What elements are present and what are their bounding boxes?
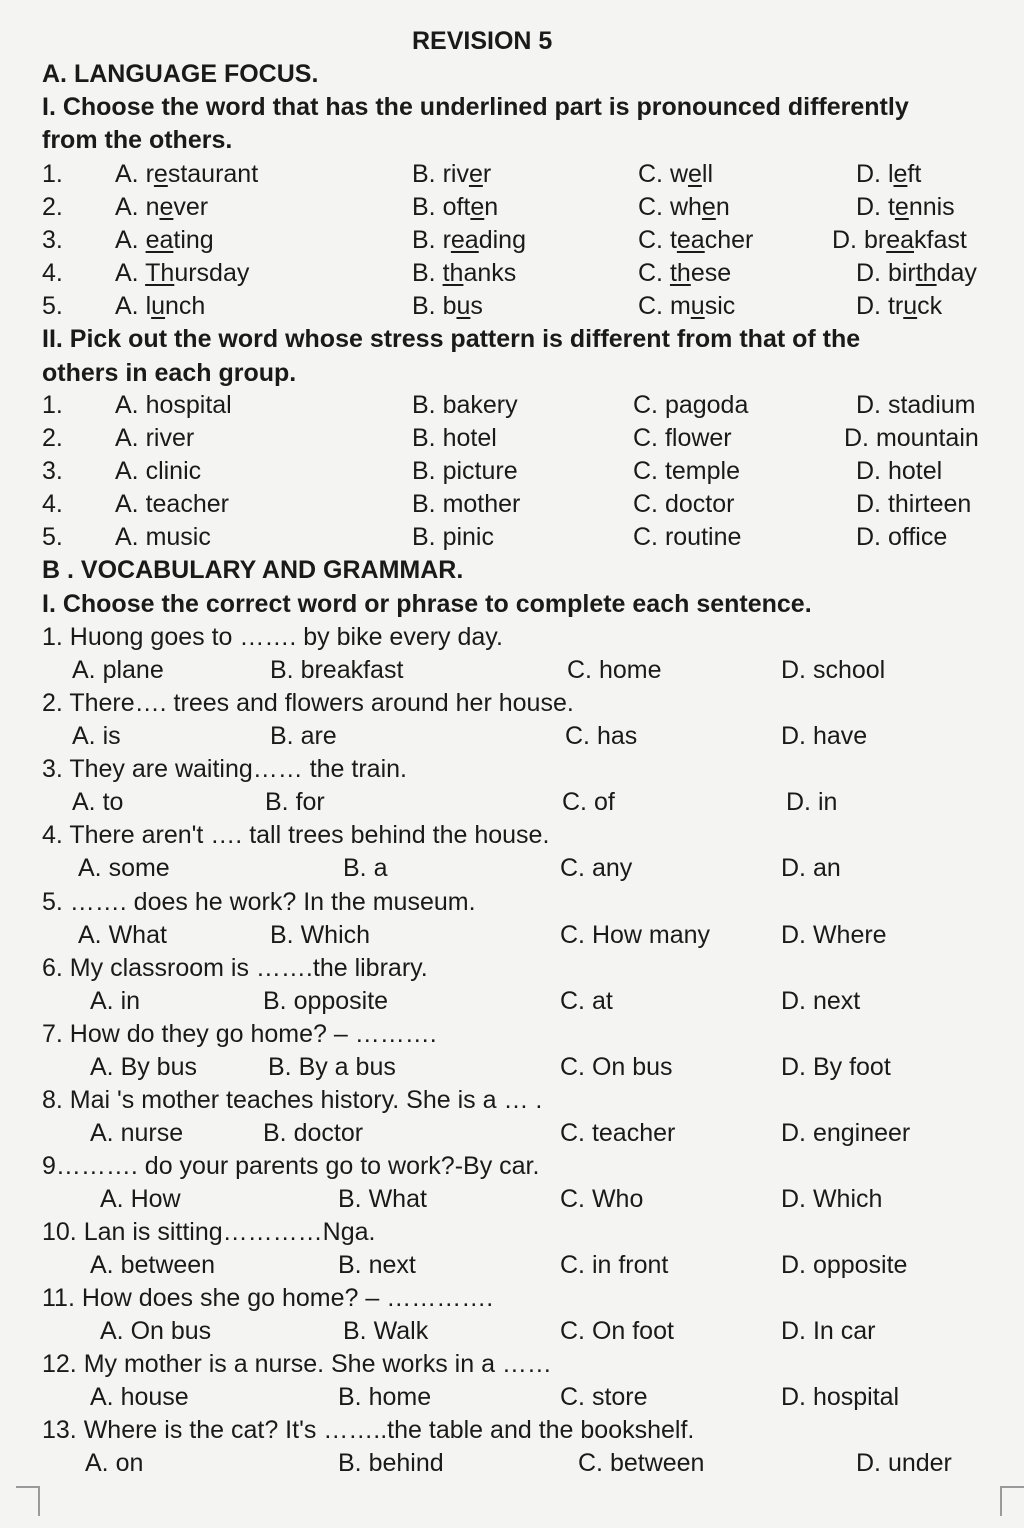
option-b[interactable]: B. home	[338, 1383, 432, 1411]
question-number: 4.	[42, 259, 63, 287]
question-text: 4. There aren't …. tall trees behind the house.	[42, 821, 550, 849]
question-text: 5. ……. does he work? In the museum.	[42, 888, 476, 916]
question-line	[0, 621, 1024, 654]
answer-row	[0, 1051, 1024, 1084]
option-a[interactable]: A. Thursday	[115, 259, 250, 287]
question-text: 3. They are waiting…… the train.	[42, 755, 407, 783]
stress-row	[0, 455, 1024, 488]
option-a[interactable]: A. restaurant	[115, 160, 259, 188]
question-number: 3.	[42, 457, 63, 485]
question-text: 8. Mai 's mother teaches history. She is a … .	[42, 1086, 543, 1114]
part1-instruction-line-2	[0, 124, 1024, 157]
question-line	[0, 753, 1024, 786]
option-a[interactable]: A. clinic	[115, 457, 202, 485]
option-b[interactable]: B. By a bus	[268, 1053, 396, 1081]
question-text: 10. Lan is sitting…………Nga.	[42, 1218, 376, 1246]
question-line	[0, 1282, 1024, 1315]
option-b[interactable]: B. bus	[412, 292, 483, 320]
option-d[interactable]: D. hotel	[856, 457, 943, 485]
question-text: 7. How do they go home? – ……….	[42, 1020, 437, 1048]
question-number: 5.	[42, 523, 63, 551]
option-d[interactable]: D. Which	[781, 1185, 883, 1213]
page-corner-mark-right	[1000, 1486, 1024, 1516]
option-d[interactable]: D. have	[781, 722, 868, 750]
answer-row	[0, 1183, 1024, 1216]
option-b[interactable]: B. are	[270, 722, 337, 750]
question-number: 5.	[42, 292, 63, 320]
part1-instruction-line	[0, 91, 1024, 124]
option-a[interactable]: A. hospital	[115, 391, 232, 419]
option-d[interactable]: D. Where	[781, 921, 887, 949]
option-c[interactable]: C. music	[638, 292, 736, 320]
option-c[interactable]: C. when	[638, 193, 730, 221]
question-number: 2.	[42, 424, 63, 452]
option-d[interactable]: D. engineer	[781, 1119, 911, 1147]
answer-row	[0, 985, 1024, 1018]
option-a[interactable]: A. some	[78, 854, 170, 882]
question-line	[0, 687, 1024, 720]
option-b[interactable]: B. pinic	[412, 523, 494, 551]
option-c[interactable]: C. well	[638, 160, 714, 188]
option-d[interactable]: D. birthday	[856, 259, 977, 287]
stress-row	[0, 389, 1024, 422]
option-c[interactable]: C. doctor	[633, 490, 735, 518]
option-a[interactable]: A. nurse	[90, 1119, 184, 1147]
question-text: 11. How does she go home? – ………….	[42, 1284, 494, 1312]
question-number: 1.	[42, 391, 63, 419]
option-d[interactable]: D. tennis	[856, 193, 955, 221]
option-a[interactable]: A. What	[78, 921, 167, 949]
option-b[interactable]: B. picture	[412, 457, 518, 485]
option-b[interactable]: B. Which	[270, 921, 371, 949]
option-d[interactable]: D. an	[781, 854, 841, 882]
part1-instruction: I. Choose the word that has the underlined part is pronounced differently	[42, 93, 909, 121]
question-line	[0, 952, 1024, 985]
section-b-line	[0, 554, 1024, 587]
stress-row	[0, 521, 1024, 554]
option-d[interactable]: D. under	[856, 1449, 952, 1477]
option-b[interactable]: B. a	[343, 854, 388, 882]
option-a[interactable]: A. to	[72, 788, 124, 816]
question-line	[0, 819, 1024, 852]
option-d[interactable]: D. left	[856, 160, 922, 188]
option-c[interactable]: C. flower	[633, 424, 732, 452]
option-d[interactable]: D. By foot	[781, 1053, 891, 1081]
part2-instruction-line-2	[0, 357, 1024, 390]
option-a[interactable]: A. How	[100, 1185, 181, 1213]
option-b[interactable]: B. hotel	[412, 424, 497, 452]
answer-row	[0, 1117, 1024, 1150]
option-d[interactable]: D. breakfast	[832, 226, 967, 254]
option-c[interactable]: C. teacher	[638, 226, 754, 254]
option-d[interactable]: D. next	[781, 987, 861, 1015]
pron-row	[0, 191, 1024, 224]
option-c[interactable]: C. temple	[633, 457, 740, 485]
option-a[interactable]: A. river	[115, 424, 195, 452]
option-b[interactable]: B. behind	[338, 1449, 444, 1477]
option-a[interactable]: A. is	[72, 722, 121, 750]
question-text: 9………. do your parents go to work?-By car.	[42, 1152, 540, 1180]
question-line	[0, 1216, 1024, 1249]
answer-row	[0, 852, 1024, 885]
option-b[interactable]: B. next	[338, 1251, 416, 1279]
answer-row	[0, 654, 1024, 687]
option-b[interactable]: B. opposite	[263, 987, 389, 1015]
title-line	[0, 25, 1024, 58]
option-a[interactable]: A. house	[90, 1383, 189, 1411]
option-d[interactable]: D. truck	[856, 292, 943, 320]
option-b[interactable]: B. thanks	[412, 259, 517, 287]
option-a[interactable]: A. music	[115, 523, 211, 551]
option-a[interactable]: A. never	[115, 193, 209, 221]
option-c[interactable]: C. between	[578, 1449, 705, 1477]
option-d[interactable]: D. In car	[781, 1317, 876, 1345]
option-c[interactable]: C. On bus	[560, 1053, 673, 1081]
option-c[interactable]: C. at	[560, 987, 613, 1015]
answer-row	[0, 1447, 1024, 1480]
part2-instruction-line	[0, 323, 1024, 356]
part2-instruction-cont: others in each group.	[42, 359, 297, 387]
option-c[interactable]: C. these	[638, 259, 732, 287]
part2-instruction: II. Pick out the word whose stress pattern is different from that of the	[42, 325, 861, 353]
stress-row	[0, 488, 1024, 521]
pron-row	[0, 224, 1024, 257]
pron-row	[0, 290, 1024, 323]
question-number: 2.	[42, 193, 63, 221]
question-text: 12. My mother is a nurse. She works in a ……	[42, 1350, 552, 1378]
option-c[interactable]: C. store	[560, 1383, 648, 1411]
option-b[interactable]: B. What	[338, 1185, 427, 1213]
option-d[interactable]: D. thirteen	[856, 490, 972, 518]
page-title: REVISION 5	[412, 27, 553, 55]
option-c[interactable]: C. How many	[560, 921, 711, 949]
answer-row	[0, 786, 1024, 819]
question-line	[0, 1018, 1024, 1051]
question-line	[0, 1348, 1024, 1381]
option-a[interactable]: A. in	[90, 987, 141, 1015]
question-text: 6. My classroom is …….the library.	[42, 954, 428, 982]
option-d[interactable]: D. opposite	[781, 1251, 908, 1279]
option-c[interactable]: C. any	[560, 854, 633, 882]
option-b[interactable]: B. often	[412, 193, 499, 221]
option-a[interactable]: A. lunch	[115, 292, 206, 320]
answer-row	[0, 1315, 1024, 1348]
answer-row	[0, 1249, 1024, 1282]
option-a[interactable]: A. plane	[72, 656, 164, 684]
option-a[interactable]: A. On bus	[100, 1317, 212, 1345]
question-line	[0, 1084, 1024, 1117]
question-number: 3.	[42, 226, 63, 254]
question-line	[0, 1414, 1024, 1447]
page-corner-mark-left	[16, 1486, 40, 1516]
question-line	[0, 1150, 1024, 1183]
option-c[interactable]: C. teacher	[560, 1119, 676, 1147]
option-a[interactable]: A. teacher	[115, 490, 229, 518]
option-b[interactable]: B. river	[412, 160, 492, 188]
question-text: 2. There…. trees and flowers around her house.	[42, 689, 574, 717]
option-d[interactable]: D. stadium	[856, 391, 976, 419]
pron-row	[0, 158, 1024, 191]
question-text: 13. Where is the cat? It's ……..the table and the bookshelf.	[42, 1416, 695, 1444]
question-number: 4.	[42, 490, 63, 518]
question-text: 1. Huong goes to ……. by bike every day.	[42, 623, 503, 651]
answer-row	[0, 1381, 1024, 1414]
option-a[interactable]: A. By bus	[90, 1053, 197, 1081]
pron-row	[0, 257, 1024, 290]
option-c[interactable]: C. has	[565, 722, 638, 750]
option-a[interactable]: A. eating	[115, 226, 214, 254]
section-b-instruction: I. Choose the correct word or phrase to complete each sentence.	[42, 590, 812, 618]
section-b-heading: B . VOCABULARY AND GRAMMAR.	[42, 556, 464, 584]
option-c[interactable]: C. of	[562, 788, 615, 816]
option-d[interactable]: D. in	[786, 788, 838, 816]
option-b[interactable]: B. mother	[412, 490, 521, 518]
option-c[interactable]: C. routine	[633, 523, 742, 551]
option-a[interactable]: A. between	[90, 1251, 216, 1279]
option-c[interactable]: C. Who	[560, 1185, 644, 1213]
part1-instruction-cont: from the others.	[42, 126, 233, 154]
option-b[interactable]: B. for	[265, 788, 325, 816]
option-d[interactable]: D. hospital	[781, 1383, 900, 1411]
option-d[interactable]: D. office	[856, 523, 948, 551]
option-b[interactable]: B. reading	[412, 226, 526, 254]
option-a[interactable]: A. on	[85, 1449, 144, 1477]
section-a-line	[0, 58, 1024, 91]
section-a-heading: A. LANGUAGE FOCUS.	[42, 60, 319, 88]
question-number: 1.	[42, 160, 63, 188]
section-b-instruction-line	[0, 588, 1024, 621]
answer-row	[0, 720, 1024, 753]
option-b[interactable]: B. bakery	[412, 391, 518, 419]
option-c[interactable]: C. home	[567, 656, 662, 684]
option-c[interactable]: C. pagoda	[633, 391, 749, 419]
option-b[interactable]: B. breakfast	[270, 656, 404, 684]
stress-row	[0, 422, 1024, 455]
option-c[interactable]: C. in front	[560, 1251, 669, 1279]
option-d[interactable]: D. mountain	[844, 424, 979, 452]
answer-row	[0, 919, 1024, 952]
option-d[interactable]: D. school	[781, 656, 886, 684]
option-b[interactable]: B. Walk	[343, 1317, 429, 1345]
option-c[interactable]: C. On foot	[560, 1317, 674, 1345]
question-line	[0, 886, 1024, 919]
option-b[interactable]: B. doctor	[263, 1119, 364, 1147]
